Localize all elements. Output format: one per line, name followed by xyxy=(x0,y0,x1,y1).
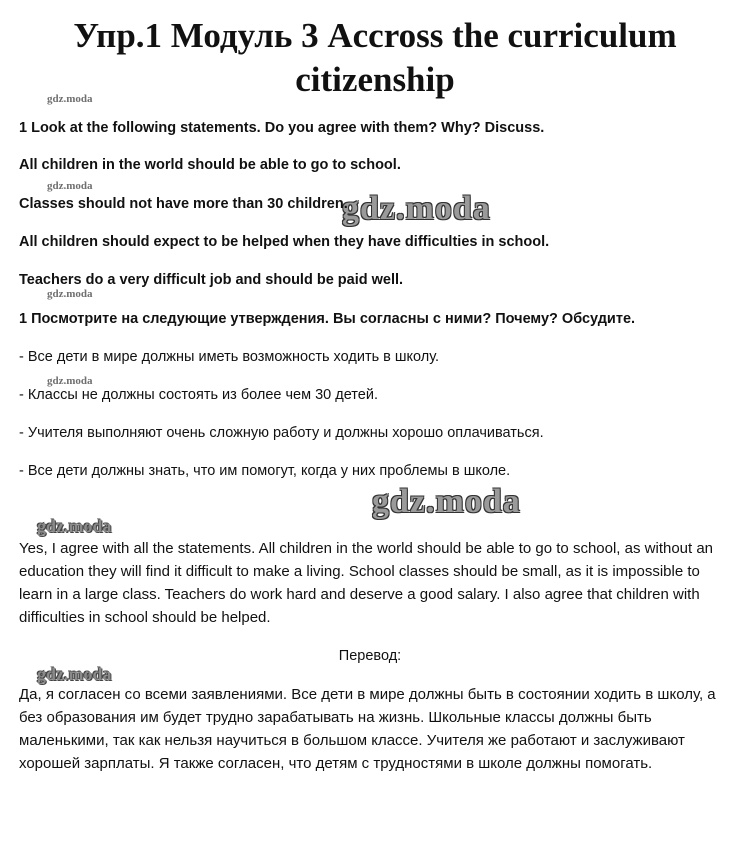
page-title: Упр.1 Модуль 3 Accross the curriculum citizenship xyxy=(73,16,677,99)
statement-russian: - Все дети должны знать, что им помогут, когда у них проблемы в школе. xyxy=(19,463,511,479)
watermark: gdz.moda xyxy=(37,516,112,536)
answer-paragraph: Yes, I agree with all the statements. All children in the world should be able to go to school, as without an education they will find it difficult to make a living. School classes should be small, as it is impossible to learn in a large class. Teachers do work hard and deserve a good salary. I also agree that children with difficulties in school should be helped. xyxy=(19,540,714,626)
watermark-large: gdz.moda xyxy=(342,190,491,227)
statement-english: All children in the world should be able to go to school. xyxy=(19,157,401,173)
translation-paragraph: Да, я согласен со всеми заявлениями. Все дети в мире должны быть в состоянии ходить в школу, а без образования им будет трудно зарабатывать на жизнь. Школьные классы должны быть маленькими, так как нельзя научиться в большом классе. Учителя же работают и заслуживают хорошей зарплаты. Я также согласен, что детям с трудностями в школе должны помогать. xyxy=(19,686,716,772)
watermark-large: gdz.moda xyxy=(372,483,521,520)
watermark: gdz.moda xyxy=(47,375,93,387)
watermark: gdz.moda xyxy=(47,288,93,300)
task-english: 1 Look at the following statements. Do you agree with them? Why? Discuss. xyxy=(19,120,545,136)
statement-english: Teachers do a very difficult job and should be paid well. xyxy=(19,272,404,288)
statement-english: Classes should not have more than 30 children. xyxy=(19,196,348,212)
statement-russian: - Учителя выполняют очень сложную работу и должны хорошо оплачиваться. xyxy=(19,425,544,441)
watermark: gdz.moda xyxy=(47,180,93,192)
statement-english: All children should expect to be helped when they have difficulties in school. xyxy=(19,234,550,250)
task-russian: 1 Посмотрите на следующие утверждения. Вы согласны с ними? Почему? Обсудите. xyxy=(19,311,636,327)
watermark: gdz.moda xyxy=(47,93,93,105)
statement-russian: - Классы не должны состоять из более чем 30 детей. xyxy=(19,387,378,403)
translation-label: Перевод: xyxy=(338,648,402,664)
statement-russian: - Все дети в мире должны иметь возможность ходить в школу. xyxy=(19,349,440,365)
watermark: gdz.moda xyxy=(37,664,112,684)
